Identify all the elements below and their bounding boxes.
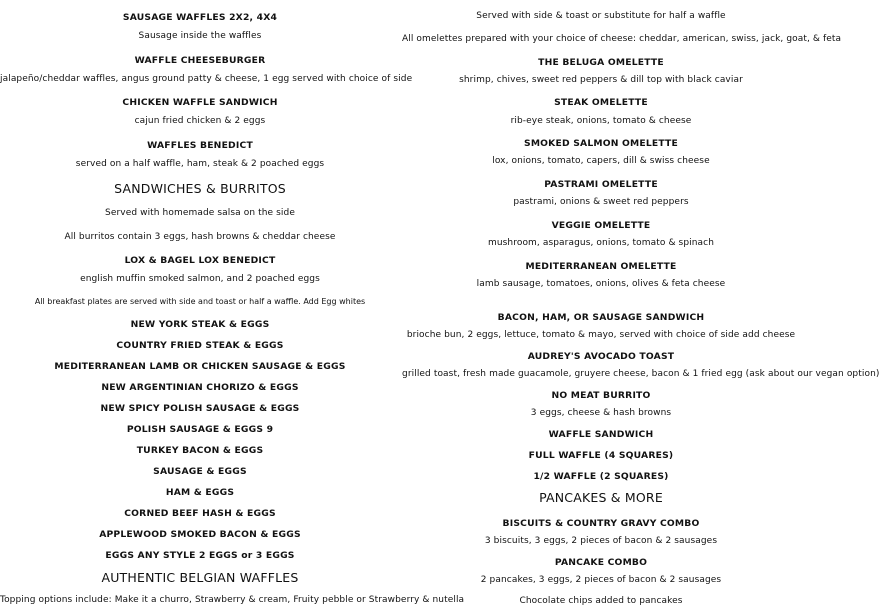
menu-item-name: BISCUITS & COUNTRY GRAVY COMBO (502, 518, 700, 529)
menu-item-name: NEW YORK STEAK & EGGS (130, 319, 270, 330)
menu-item-name: WAFFLE SANDWICH (548, 429, 654, 440)
menu-item-name: PANCAKE COMBO (554, 557, 648, 568)
menu-item-description: grilled toast, fresh made guacamole, gruyere cheese, bacon & 1 fried egg (ask about our vegan option) (402, 369, 879, 379)
menu-item-name: MEDITERRANEAN LAMB OR CHICKEN SAUSAGE & EGGS (54, 361, 346, 372)
menu-item-description: english muffin smoked salmon, and 2 poached eggs (80, 274, 320, 284)
menu-item-name: POLISH SAUSAGE & EGGS 9 (126, 424, 274, 435)
section-heading: PANCAKES & MORE (539, 490, 663, 505)
menu-item-name: CORNED BEEF HASH & EGGS (124, 508, 276, 519)
menu-item-description: Served with homemade salsa on the side (105, 208, 295, 218)
menu-item-description: Sausage inside the waffles (138, 31, 262, 41)
menu-item-name: TURKEY BACON & EGGS (136, 445, 264, 456)
menu-item-name: BACON, HAM, OR SAUSAGE SANDWICH (497, 312, 705, 323)
menu-item-description: shrimp, chives, sweet red peppers & dill top with black caviar (459, 75, 743, 85)
menu-item-description: Topping options include: Make it a churro, Strawberry & cream, Fruity pebble or Strawberry & nutella (0, 595, 465, 605)
menu-item-name: NEW SPICY POLISH SAUSAGE & EGGS (100, 403, 300, 414)
menu-item-name: SAUSAGE WAFFLES 2X2, 4X4 (122, 12, 278, 23)
menu-item-description: cajun fried chicken & 2 eggs (134, 116, 266, 126)
menu-item-name: NO MEAT BURRITO (551, 390, 651, 401)
menu-item-description: All burritos contain 3 eggs, hash browns & cheddar cheese (64, 232, 336, 242)
menu-item-name: EGGS ANY STYLE 2 EGGS or 3 EGGS (105, 550, 295, 561)
menu-item-name: VEGGIE OMELETTE (551, 220, 651, 231)
menu-item-description: lamb sausage, tomatoes, onions, olives & feta cheese (476, 279, 726, 289)
right-column (402, 0, 879, 606)
section-heading: AUTHENTIC BELGIAN WAFFLES (101, 570, 299, 585)
menu-item-description: mushroom, asparagus, onions, tomato & spinach (487, 238, 715, 248)
menu-item-description: 3 eggs, cheese & hash browns (530, 408, 672, 418)
menu-item-description: served on a half waffle, ham, steak & 2 poached eggs (75, 159, 325, 169)
menu-item-name: HAM & EGGS (165, 487, 235, 498)
menu-item-name: PASTRAMI OMELETTE (544, 179, 658, 190)
menu-item-name: WAFFLES BENEDICT (147, 140, 253, 151)
menu-item-name: THE BELUGA OMELETTE (538, 57, 664, 68)
menu-item-description: Chocolate chips added to pancakes (519, 596, 683, 606)
menu-item-description: jalapeño/cheddar waffles, angus ground patty & cheese, 1 egg served with choice of side (0, 74, 413, 84)
menu-item-name: APPLEWOOD SMOKED BACON & EGGS (99, 529, 301, 540)
menu-item-description: Served with side & toast or substitute for half a waffle (476, 11, 726, 21)
menu-item-name: FULL WAFFLE (4 SQUARES) (528, 450, 674, 461)
menu-item-description: All omelettes prepared with your choice of cheese: cheddar, american, swiss, jack, goat, & feta (402, 34, 842, 44)
menu-item-description: lox, onions, tomato, capers, dill & swiss cheese (492, 156, 710, 166)
menu-item-description: rib-eye steak, onions, tomato & cheese (510, 116, 692, 126)
menu-item-description: 2 pancakes, 3 eggs, 2 pieces of bacon & 2 sausages (480, 575, 722, 585)
menu-item-name: MEDITERRANEAN OMELETTE (525, 261, 677, 272)
menu-item-name: LOX & BAGEL LOX BENEDICT (124, 255, 276, 266)
menu-item-name: COUNTRY FRIED STEAK & EGGS (116, 340, 284, 351)
menu-item-name: STEAK OMELETTE (554, 97, 648, 108)
menu-item-name: SMOKED SALMON OMELETTE (524, 138, 678, 149)
menu-item-description: pastrami, onions & sweet red peppers (513, 197, 689, 207)
menu-item-description: 3 biscuits, 3 eggs, 2 pieces of bacon & 2 sausages (484, 536, 718, 546)
menu-item-description: brioche bun, 2 eggs, lettuce, tomato & mayo, served with choice of side add cheese (406, 330, 796, 340)
menu-note: All breakfast plates are served with side and toast or half a waffle. Add Egg whites (34, 297, 366, 306)
menu-item-name: CHICKEN WAFFLE SANDWICH (122, 97, 278, 108)
menu-item-name: SAUSAGE & EGGS (153, 466, 247, 477)
menu-item-name: WAFFLE CHEESEBURGER (134, 55, 266, 66)
menu-item-name: AUDREY'S AVOCADO TOAST (527, 351, 675, 362)
section-heading: SANDWICHES & BURRITOS (114, 181, 286, 196)
menu-item-name: 1/2 WAFFLE (2 SQUARES) (533, 471, 669, 482)
menu-item-name: NEW ARGENTINIAN CHORIZO & EGGS (101, 382, 299, 393)
